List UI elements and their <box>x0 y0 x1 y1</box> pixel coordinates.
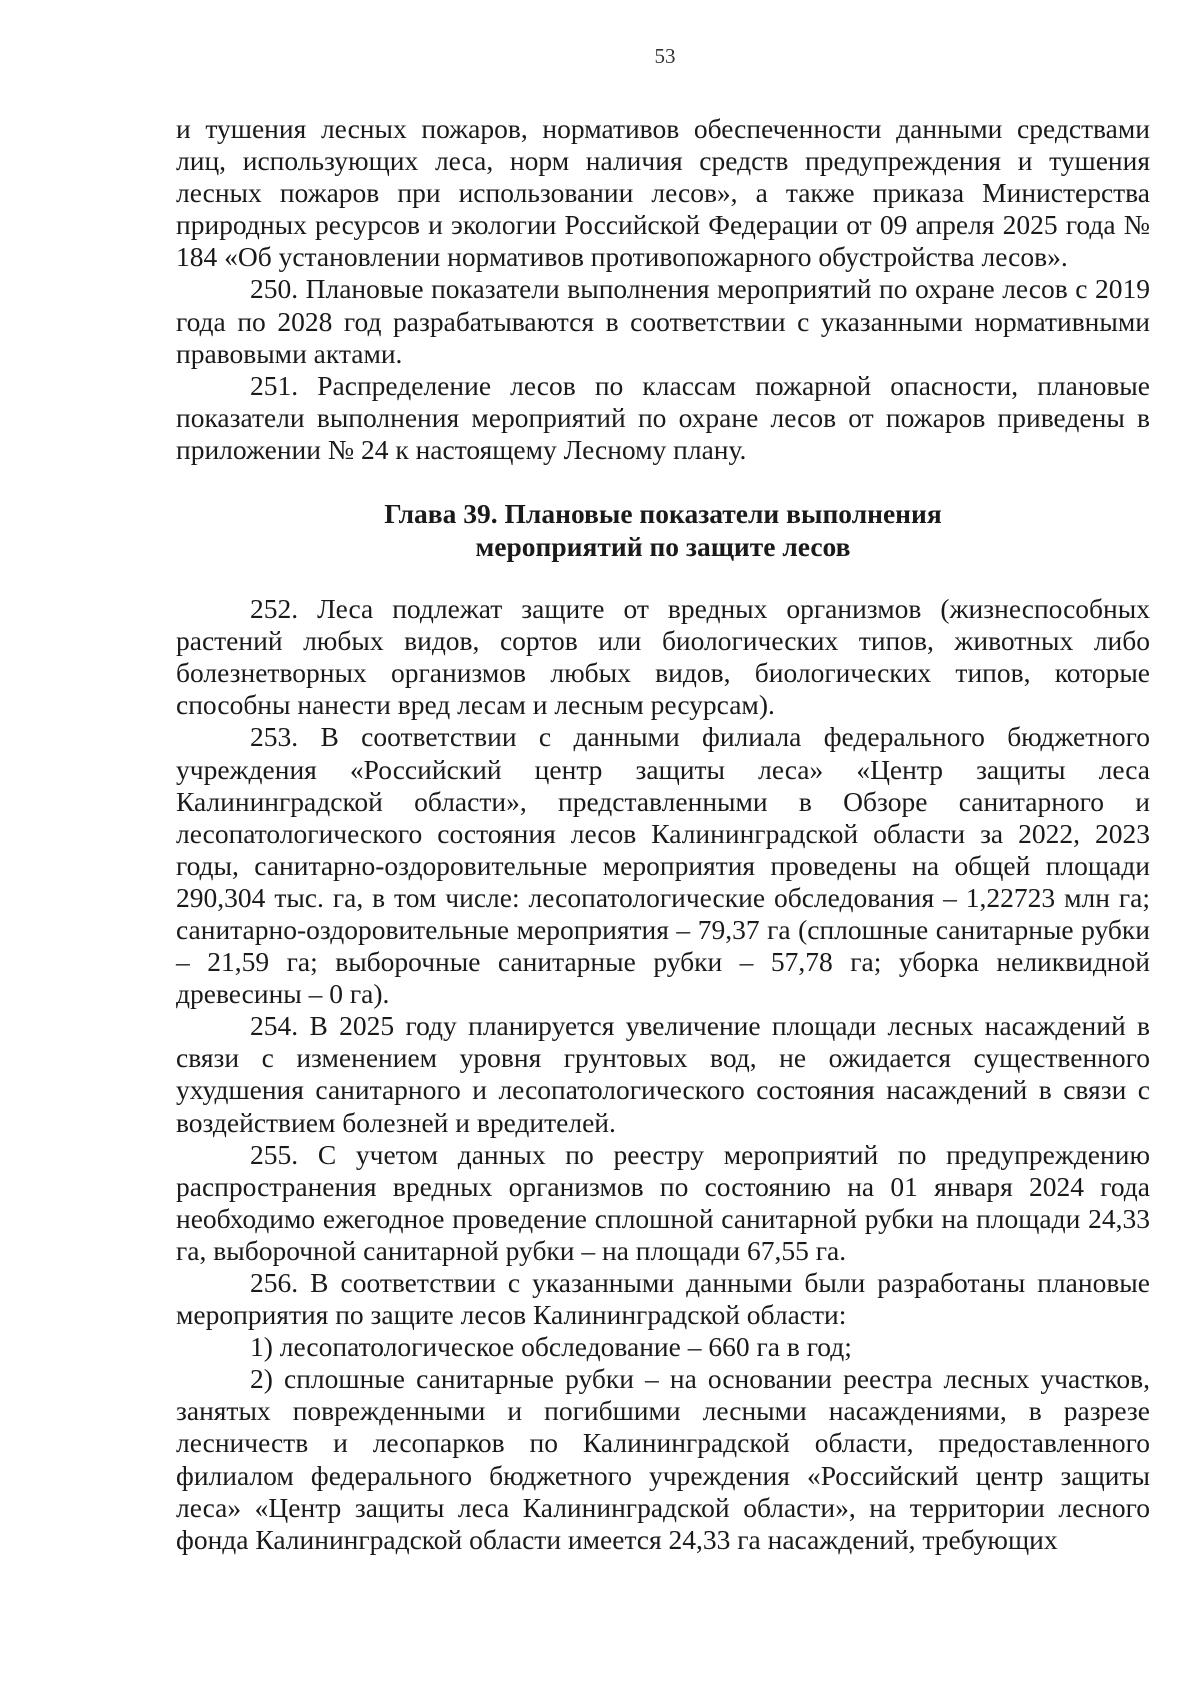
document-body <box>176 113 1150 1556</box>
chapter-heading-line-2: мероприятий по защите лесов <box>475 530 851 562</box>
paragraph-250: 250. Плановые показатели выполнения мероприятий по охране лесов с 2019 года по 2028 год разрабатываются в соответствии с указанными нормативными правовыми актами. <box>176 273 1150 369</box>
paragraph-251: 251. Распределение лесов по классам пожарной опасности, плановые показатели выполнения мероприятий по охране лесов от пожаров приведены в приложении № 24 к настоящему Лесному плану. <box>176 369 1150 465</box>
paragraph-252: 252. Леса подлежат защите от вредных организмов (жизнеспособных растений любых видов, сортов или биологических типов, животных либо болезнетворных организмов любых видов, биологических типов, которые способны нанести вред лесам и лесным ресурсам). <box>176 593 1150 721</box>
page-number: 53 <box>654 44 676 68</box>
paragraph-continuation: и тушения лесных пожаров, нормативов обеспеченности данными средствами лиц, использующих леса, норм наличия средств предупреждения и тушения лесных пожаров при использовании лесов», а также приказа Министерства природных ресурсов и экологии Российской Федерации от 09 апреля 2025 года № 184 «Об установлении нормативов противопожарного обустройства лесов». <box>176 113 1150 273</box>
paragraph-253: 253. В соответствии с данными филиала федерального бюджетного учреждения «Российский центр защиты леса» «Центр защиты леса Калининградской области», представленными в Обзоре санитарного и лесопатологического состояния лесов Калининградской области за 2022, 2023 годы, санитарно-оздоровительные мероприятия проведены на общей площади 290,304 тыс. га, в том числе: лесопатологические обследования – 1,22723 млн га; санитарно-оздоровительные мероприятия – 79,37 га (сплошные санитарные рубки – 21,59 га; выборочные санитарные рубки – 57,78 га; уборка неликвидной древесины – 0 га). <box>176 721 1150 1010</box>
chapter-heading-line-1: Глава 39. Плановые показатели выполнения <box>384 498 942 530</box>
list-item-1: 1) лесопатологическое обследование – 660 га в год; <box>250 1331 852 1363</box>
list-item-2: 2) сплошные санитарные рубки – на основании реестра лесных участков, занятых поврежденными и погибшими лесными насаждениями, в разрезе лесничеств и лесопарков по Калининградской области, предоставленного филиалом федерального бюджетного учреждения «Российский центр защиты леса» «Центр защиты леса Калининградской области», на территории лесного фонда Калининградской области имеется 24,33 га насаждений, требующих <box>176 1363 1150 1555</box>
chapter-heading <box>176 466 1150 593</box>
paragraph-255: 255. С учетом данных по реестру мероприятий по предупреждению распространения вредных организмов по состоянию на 01 января 2024 года необходимо ежегодное проведение сплошной санитарной рубки на площади 24,33 га, выборочной санитарной рубки – на площади 67,55 га. <box>176 1138 1150 1266</box>
paragraph-254: 254. В 2025 году планируется увеличение площади лесных насаждений в связи с изменением уровня грунтовых вод, не ожидается существенного ухудшения санитарного и лесопатологического состояния насаждений в связи с воздействием болезней и вредителей. <box>176 1010 1150 1138</box>
paragraph-256: 256. В соответствии с указанными данными были разработаны плановые мероприятия по защите лесов Калининградской области: <box>176 1267 1150 1331</box>
